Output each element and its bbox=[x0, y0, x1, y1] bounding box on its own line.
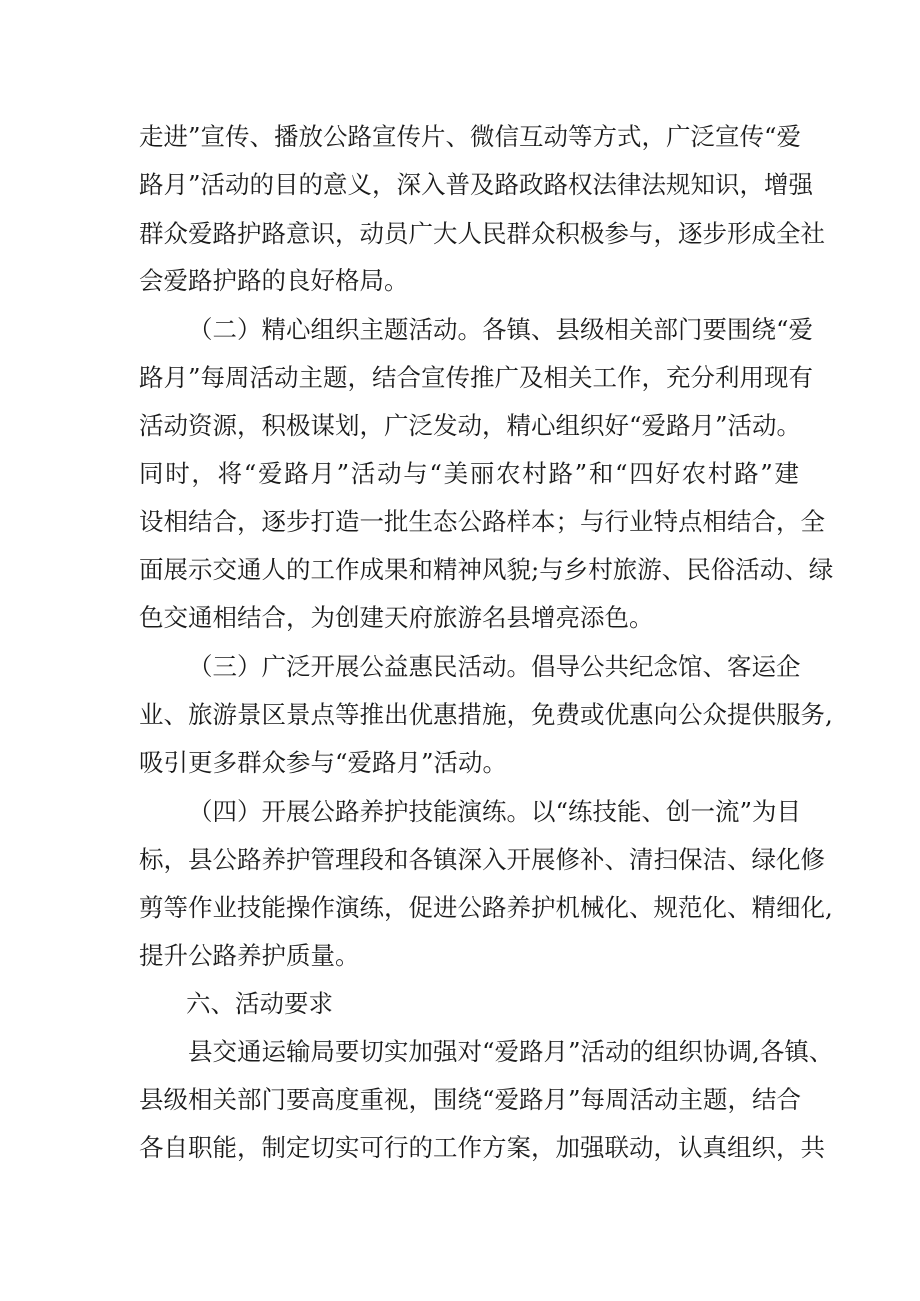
paragraph-heading-2: （二）精心组织主题活动。各镇、县级相关部门要围绕“爱 bbox=[188, 315, 814, 344]
text-line: 活动资源，积极谋划，广泛发动，精心组织好“爱路月”活动。 bbox=[139, 411, 802, 440]
text-line: 业、旅游景区景点等推出优惠措施，免费或优惠向公众提供服务, bbox=[139, 700, 833, 729]
paragraph-heading-4: （四）开展公路养护技能演练。以“练技能、创一流”为目 bbox=[188, 797, 802, 826]
text-line: 路月”每周活动主题，结合宣传推广及相关工作，充分利用现有 bbox=[139, 363, 814, 392]
text-line: 剪等作业技能操作演练，促进公路养护机械化、规范化、精细化, bbox=[139, 893, 833, 922]
text-line: 路月”活动的目的意义，深入普及路政路权法律法规知识，增强 bbox=[139, 170, 814, 199]
text-line: 标，县公路养护管理段和各镇深入开展修补、清扫保洁、绿化修 bbox=[139, 845, 825, 874]
text-line: 提升公路养护质量。 bbox=[139, 941, 360, 970]
text-line: 色交通相结合，为创建天府旅游名县增亮添色。 bbox=[139, 603, 654, 632]
section-heading: 六、活动要求 bbox=[186, 989, 333, 1018]
text-line: 各自职能，制定切实可行的工作方案，加强联动，认真组织，共 bbox=[139, 1133, 825, 1162]
text-line: 同时，将“爱路月”活动与“美丽农村路”和“四好农村路”建 bbox=[139, 459, 799, 488]
text-line: 吸引更多群众参与“爱路月”活动。 bbox=[139, 748, 508, 777]
text-line: 县交通运输局要切实加强对“爱路月”活动的组织协调,各镇、 bbox=[188, 1037, 834, 1066]
paragraph-heading-3: （三）广泛开展公益惠民活动。倡导公共纪念馆、客运企 bbox=[188, 652, 801, 681]
text-line: 会爱路护路的良好格局。 bbox=[139, 266, 409, 295]
text-line: 走进”宣传、播放公路宣传片、微信互动等方式，广泛宣传“爱 bbox=[139, 122, 802, 151]
text-line: 设相结合，逐步打造一批生态公路样本；与行业特点相结合，全 bbox=[139, 507, 825, 536]
text-line: 群众爱路护路意识，动员广大人民群众积极参与，逐步形成全社 bbox=[139, 219, 825, 248]
text-line: 面展示交通人的工作成果和精神风貌;与乡村旅游、民俗活动、绿 bbox=[139, 555, 834, 584]
text-line: 县级相关部门要高度重视，围绕“爱路月”每周活动主题，结合 bbox=[139, 1085, 802, 1114]
